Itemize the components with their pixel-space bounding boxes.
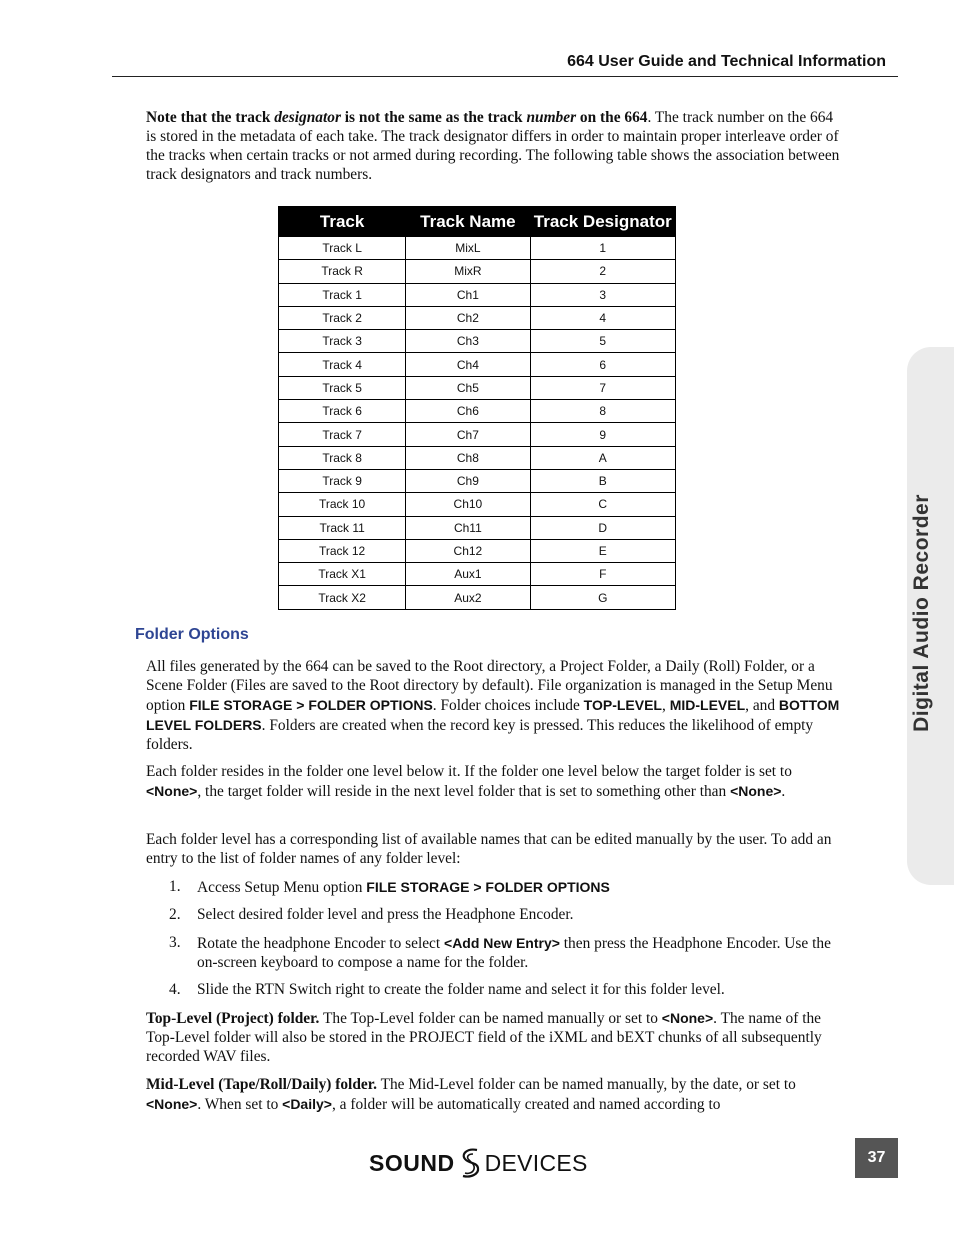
cell-track: Track 9 <box>279 469 406 492</box>
cell-track-name: Ch8 <box>406 446 530 469</box>
folder-names-paragraph: Each folder level has a corresponding list of available names that can be edited manually by the user. To add an entry to the list of folder names of any folder level: <box>146 831 832 867</box>
cell-track: Track L <box>279 237 406 260</box>
value-add-new-entry: <Add New Entry> <box>444 934 560 951</box>
logo-word-devices: DEVICES <box>484 1149 588 1176</box>
p4-text-1: The Top-Level folder can be named manually or set to <box>319 1010 662 1027</box>
cell-track-designator: 7 <box>530 376 675 399</box>
track-designator-table <box>278 206 676 610</box>
cell-track-name: Ch4 <box>406 353 530 376</box>
cell-track-name: Ch11 <box>406 516 530 539</box>
cell-track: Track 12 <box>279 539 406 562</box>
cell-track-name: Aux1 <box>406 563 530 586</box>
table-row <box>279 283 676 306</box>
column-header-track: Track <box>279 207 406 237</box>
cell-track: Track 2 <box>279 306 406 329</box>
list-item <box>146 981 840 1000</box>
section-heading-folder-options: Folder Options <box>135 626 249 643</box>
cell-track-designator: 6 <box>530 353 675 376</box>
steps-list <box>146 878 840 1000</box>
cell-track-designator: E <box>530 539 675 562</box>
table-row <box>279 563 676 586</box>
cell-track-designator: 9 <box>530 423 675 446</box>
cell-track-name: Ch5 <box>406 376 530 399</box>
cell-track-designator: 1 <box>530 237 675 260</box>
p4-text-2: . The name of the Top-Level folder will also be stored in the PROJECT field of the iXML and bEXT chunks of all subsequently recorded WAV files. <box>146 1010 822 1065</box>
top-level-folder-paragraph <box>146 1009 840 1067</box>
cell-track-name: Ch10 <box>406 493 530 516</box>
cell-track: Track 6 <box>279 400 406 423</box>
table-row <box>279 376 676 399</box>
header-rule <box>112 76 898 77</box>
table-row <box>279 353 676 376</box>
cell-track: Track 4 <box>279 353 406 376</box>
cell-track-designator: 8 <box>530 400 675 423</box>
side-section-label-text: Digital Audio Recorder <box>910 494 933 732</box>
step-number: 3. <box>169 933 181 951</box>
menu-path-file-storage: FILE STORAGE > FOLDER OPTIONS <box>189 696 433 713</box>
cell-track-designator: A <box>530 446 675 469</box>
step-text: Slide the RTN Switch right to create the folder name and select it for this folder level. <box>197 981 725 999</box>
option-top-level: TOP-LEVEL <box>583 696 662 713</box>
cell-track-name: Ch9 <box>406 469 530 492</box>
p1-text-3: , <box>661 696 670 714</box>
table-header-row <box>279 207 676 237</box>
table-row <box>279 400 676 423</box>
step-text: Rotate the headphone Encoder to select <box>197 934 445 952</box>
cell-track-name: Ch2 <box>406 306 530 329</box>
term-mid-level-folder: Mid-Level (Tape/Roll/Daily) folder. <box>146 1076 377 1093</box>
step-text-2: then press the Headphone Encoder. Use the on-screen keyboard to compose a name for the folder. <box>197 934 831 971</box>
table-row <box>279 539 676 562</box>
value-none: <None> <box>661 1010 714 1026</box>
p2-text-1: Each folder resides in the folder one level below it. If the folder one level below the target folder is set to <box>146 763 792 780</box>
p5-text-1: The Mid-Level folder can be named manually, by the date, or set to <box>377 1076 796 1093</box>
p2-text-2: , the target folder will reside in the next level folder that is set to something other than <box>197 782 731 800</box>
cell-track-designator: 3 <box>530 283 675 306</box>
folder-hierarchy-paragraph <box>146 763 840 802</box>
mid-level-folder-paragraph <box>146 1076 840 1115</box>
cell-track: Track 10 <box>279 493 406 516</box>
value-none: <None> <box>146 1095 198 1112</box>
cell-track: Track 8 <box>279 446 406 469</box>
p5-text-3: , a folder will be automatically created and named according to <box>331 1095 721 1113</box>
column-header-track-designator: Track Designator <box>530 207 675 237</box>
cell-track-designator: 2 <box>530 260 675 283</box>
p1-text-2: . Folder choices include <box>432 696 584 714</box>
table-row <box>279 516 676 539</box>
cell-track-designator: D <box>530 516 675 539</box>
list-item <box>146 934 840 973</box>
value-daily: <Daily> <box>282 1095 332 1112</box>
option-mid-level: MID-LEVEL <box>669 696 746 713</box>
cell-track-designator: 5 <box>530 330 675 353</box>
table-row <box>279 260 676 283</box>
table-row <box>279 330 676 353</box>
cell-track: Track 11 <box>279 516 406 539</box>
cell-track: Track 1 <box>279 283 406 306</box>
intro-italic-1: designator <box>274 109 341 126</box>
p1-text-1: All files generated by the 664 can be saved to the Root directory, a Project Folder, a Daily (Roll) Folder, or a Scene Folder (Files are saved to the Root directory by default). File organization is managed in the Setup Menu option <box>146 658 833 714</box>
cell-track: Track X1 <box>279 563 406 586</box>
intro-italic-2: number <box>526 109 577 126</box>
table-row <box>279 586 676 609</box>
cell-track-name: Ch6 <box>406 400 530 423</box>
option-bottom-level-folders: BOTTOM LEVEL FOLDERS <box>146 696 840 733</box>
intro-bold-2: is not the same as the track <box>340 109 527 126</box>
intro-paragraph <box>146 109 840 185</box>
step-number: 2. <box>169 906 181 924</box>
list-item <box>146 878 840 898</box>
logo-word-sound: SOUND <box>369 1149 455 1176</box>
table-row <box>279 493 676 516</box>
cell-track-name: Ch3 <box>406 330 530 353</box>
table-row <box>279 237 676 260</box>
cell-track-designator: B <box>530 469 675 492</box>
cell-track-name: Ch1 <box>406 283 530 306</box>
cell-track-designator: C <box>530 493 675 516</box>
p1-text-5: . Folders are created when the record key is pressed. This reduces the likelihood of empty folders. <box>146 716 814 753</box>
cell-track-name: Ch12 <box>406 539 530 562</box>
cell-track-designator: F <box>530 563 675 586</box>
intro-bold-3: on the 664 <box>576 109 648 126</box>
list-item <box>146 906 840 925</box>
menu-path-file-storage: FILE STORAGE > FOLDER OPTIONS <box>366 879 610 895</box>
folder-options-paragraph <box>146 658 840 755</box>
table-row <box>279 306 676 329</box>
cell-track: Track 5 <box>279 376 406 399</box>
page-number: 37 <box>855 1138 898 1178</box>
cell-track-name: MixL <box>406 237 530 260</box>
p1-text-4: , and <box>745 696 779 714</box>
table-row <box>279 423 676 446</box>
step-text: Access Setup Menu option <box>197 879 367 896</box>
cell-track: Track 7 <box>279 423 406 446</box>
table-row <box>279 446 676 469</box>
logo-swirl-icon <box>457 1146 483 1180</box>
cell-track-name: Ch7 <box>406 423 530 446</box>
p2-text-3: . <box>781 782 786 800</box>
cell-track: Track 3 <box>279 330 406 353</box>
intro-text: . The track number on the 664 is stored in the metadata of each take. The track designator differs in order to maintain proper interleave order of the tracks when certain tracks or not armed during recording. The following table shows the association between track designators and track numbers. <box>146 109 840 183</box>
cell-track-designator: 4 <box>530 306 675 329</box>
p5-text-2: . When set to <box>197 1095 283 1113</box>
running-header: 664 User Guide and Technical Information <box>567 53 886 70</box>
cell-track-name: Aux2 <box>406 586 530 609</box>
table-row <box>279 469 676 492</box>
step-number: 1. <box>169 878 181 895</box>
cell-track: Track X2 <box>279 586 406 609</box>
term-top-level-folder: Top-Level (Project) folder. <box>146 1010 320 1027</box>
cell-track: Track R <box>279 260 406 283</box>
column-header-track-name: Track Name <box>406 207 530 237</box>
step-text: Select desired folder level and press the Headphone Encoder. <box>197 906 574 924</box>
sound-devices-logo <box>369 1143 588 1183</box>
cell-track-name: MixR <box>406 260 530 283</box>
cell-track-designator: G <box>530 586 675 609</box>
intro-bold-1: Note that the track <box>146 109 275 126</box>
step-number: 4. <box>169 981 181 999</box>
value-none: <None> <box>146 782 198 799</box>
value-none-2: <None> <box>730 782 782 799</box>
